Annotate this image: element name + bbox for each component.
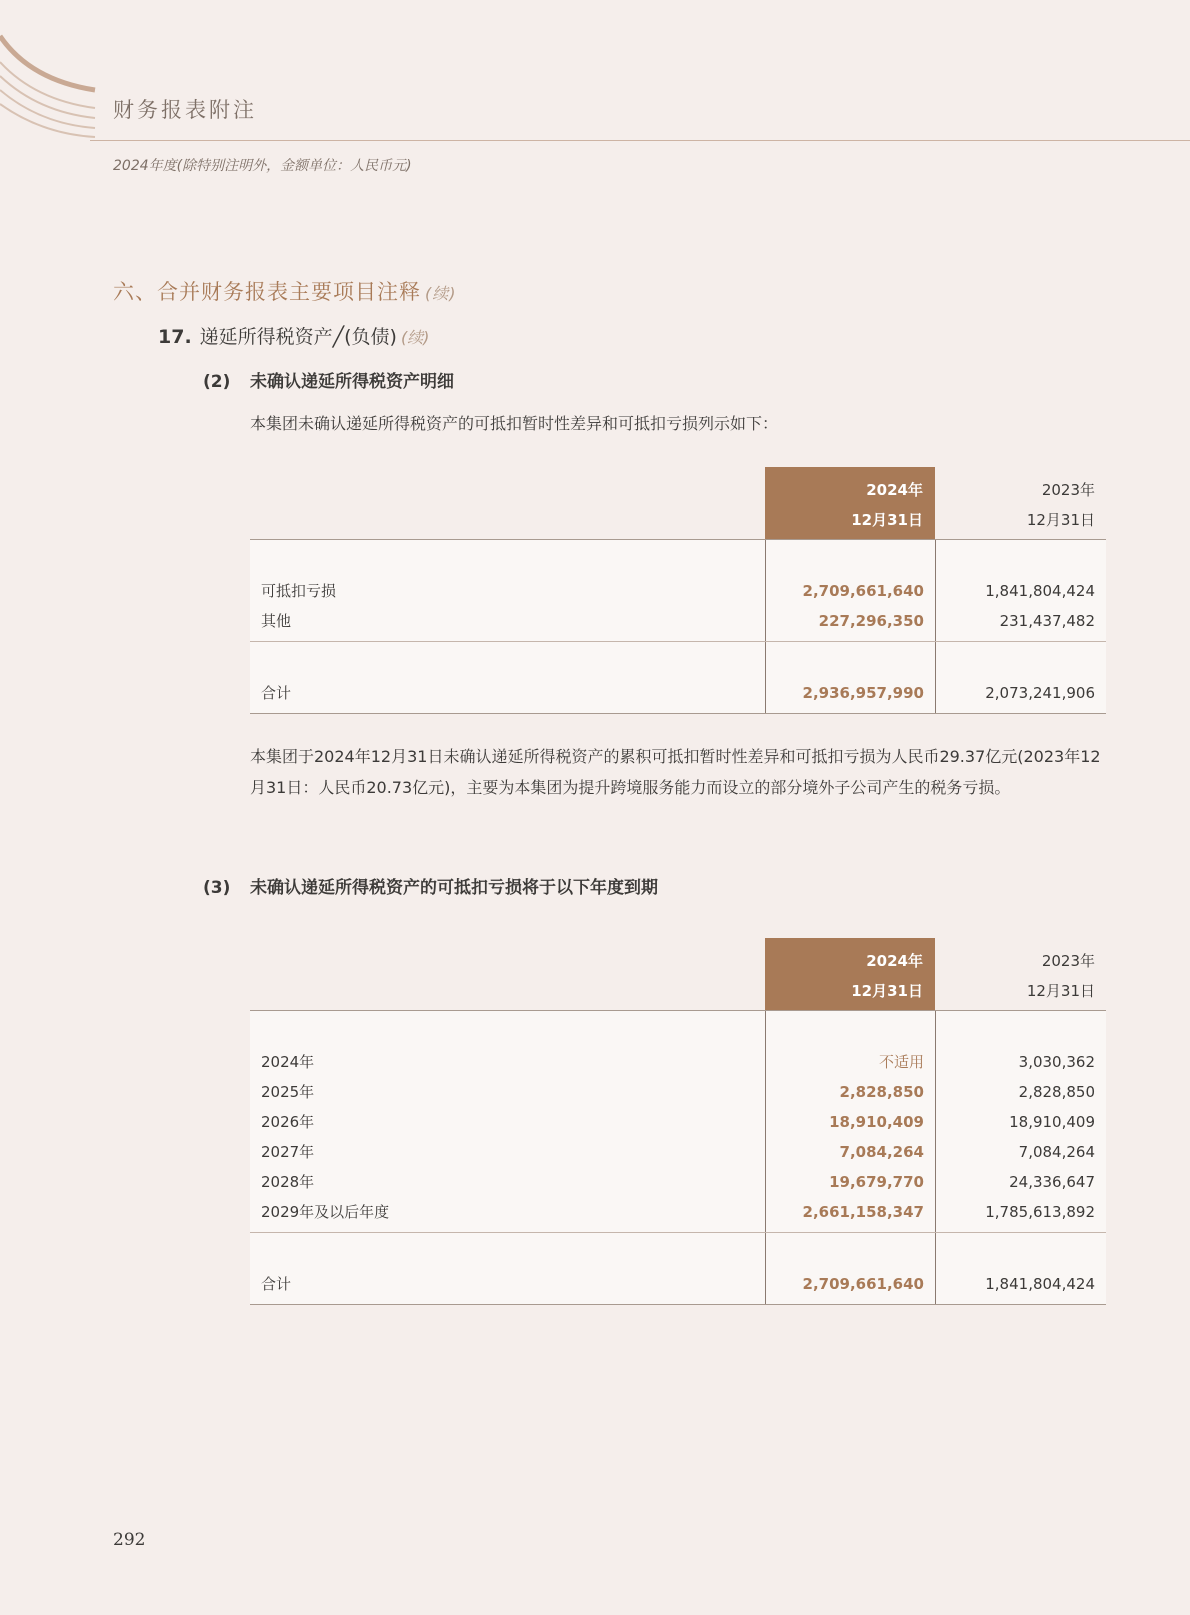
- column-header-2024: 2024年 12月31日: [765, 467, 935, 539]
- value-2023: 1,785,613,892: [985, 1203, 1095, 1221]
- value-2023: 231,437,482: [999, 612, 1095, 630]
- value-2024: 7,084,264: [839, 1143, 924, 1161]
- table-bottom-rule: [250, 1304, 1106, 1305]
- column-header-2023: 2023年 12月31日: [1026, 952, 1095, 1000]
- subsection-3-number: (3): [203, 878, 231, 898]
- total-2024: 2,709,661,640: [802, 1275, 924, 1293]
- page-header-subtitle: 2024年度(除特别注明外，金额单位：人民币元): [113, 158, 412, 174]
- table-row: [250, 1077, 1106, 1107]
- subsection-2-heading: [203, 367, 454, 392]
- table-bottom-rule: [250, 713, 1106, 714]
- decorative-arcs: [0, 0, 100, 145]
- total-label: 合计: [261, 1275, 292, 1293]
- subsection-3-heading: [203, 873, 658, 898]
- column-header-2024: 2024年 12月31日: [765, 938, 935, 1010]
- section-17-heading: [158, 322, 429, 349]
- row-label: 2024年: [261, 1053, 315, 1071]
- table-row: [250, 1107, 1106, 1137]
- value-2023: 18,910,409: [1009, 1113, 1095, 1131]
- section-6-heading: [113, 276, 457, 306]
- total-2023: 1,841,804,424: [985, 1275, 1095, 1293]
- row-label: 可抵扣亏损: [261, 582, 337, 600]
- value-2023: 2,828,850: [1018, 1083, 1095, 1101]
- subsection-2-number: (2): [203, 372, 231, 392]
- table-row: [250, 1047, 1106, 1077]
- subsection-2-title: 未确认递延所得税资产明细: [250, 372, 454, 392]
- row-label: 2028年: [261, 1173, 315, 1191]
- section-6-continued: (续): [425, 284, 457, 303]
- subsection-2-note: 本集团于2024年12月31日未确认递延所得税资产的累积可抵扣暂时性差异和可抵扣亏损为人民币29.37亿元(2023年12月31日：人民币20.73亿元)，主要为本集团为提升跨境服务能力而设立的部分境外子公司产生的税务亏损。: [250, 747, 1101, 797]
- row-divider: [250, 641, 1106, 642]
- value-2024: 不适用: [878, 1053, 924, 1071]
- header-divider: [90, 140, 1190, 141]
- subsection-2-intro: 本集团未确认递延所得税资产的可抵扣暂时性差异和可抵扣亏损列示如下：: [250, 414, 779, 433]
- section-17-number: 17.: [158, 326, 192, 348]
- table-header: [250, 938, 1106, 1011]
- value-2024: 227,296,350: [818, 612, 924, 630]
- value-2023: 3,030,362: [1018, 1053, 1095, 1071]
- section-17-title: 递延所得税资产╱(负债): [199, 326, 397, 348]
- page-header-title: 财务报表附注: [113, 98, 257, 122]
- table-loss-expiry: [250, 938, 1106, 1305]
- total-label: 合计: [261, 684, 292, 702]
- table-header: [250, 467, 1106, 540]
- total-2024: 2,936,957,990: [802, 684, 924, 702]
- row-label: 其他: [261, 612, 292, 630]
- total-2023: 2,073,241,906: [985, 684, 1095, 702]
- value-2024: 19,679,770: [829, 1173, 924, 1191]
- table-unrecognized-dta: [250, 467, 1106, 714]
- value-2023: 1,841,804,424: [985, 582, 1095, 600]
- row-label: 2026年: [261, 1113, 315, 1131]
- table-row: [250, 576, 1106, 606]
- value-2023: 24,336,647: [1009, 1173, 1095, 1191]
- value-2024: 18,910,409: [829, 1113, 924, 1131]
- column-header-2023: 2023年 12月31日: [1026, 481, 1095, 529]
- value-2024: 2,828,850: [839, 1083, 924, 1101]
- table-total-row: [250, 678, 1106, 708]
- row-label: 2029年及以后年度: [261, 1203, 390, 1221]
- section-17-continued: (续): [400, 328, 430, 347]
- table-total-row: [250, 1269, 1106, 1299]
- page-number: 292: [113, 1530, 146, 1550]
- row-label: 2027年: [261, 1143, 315, 1161]
- table-row: [250, 1137, 1106, 1167]
- table-row: [250, 1197, 1106, 1227]
- row-label: 2025年: [261, 1083, 315, 1101]
- value-2024: 2,661,158,347: [802, 1203, 924, 1221]
- row-divider: [250, 1232, 1106, 1233]
- table-row: [250, 606, 1106, 636]
- section-6-title: 六、合并财务报表主要项目注释: [113, 280, 421, 304]
- table-body: [250, 1011, 1106, 1304]
- value-2023: 7,084,264: [1018, 1143, 1095, 1161]
- value-2024: 2,709,661,640: [802, 582, 924, 600]
- subsection-3-title: 未确认递延所得税资产的可抵扣亏损将于以下年度到期: [250, 878, 658, 898]
- table-body: [250, 540, 1106, 713]
- table-row: [250, 1167, 1106, 1197]
